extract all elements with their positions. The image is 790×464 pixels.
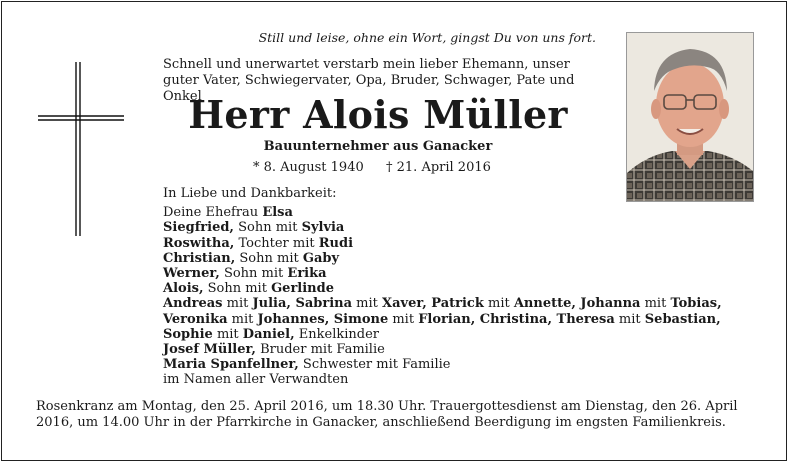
mourner-relation: Bruder mit Familie xyxy=(255,342,385,358)
mourner-name: Annette, Johanna xyxy=(513,296,641,312)
mourner-relation: Sohn mit xyxy=(219,266,288,282)
mourner-name: Tobias, xyxy=(670,296,722,312)
mourner-name: Gerlinde xyxy=(271,281,334,297)
mourner-line xyxy=(163,281,703,296)
mourner-relation: Tochter mit xyxy=(234,235,319,251)
mourner-relation: mit xyxy=(227,311,258,327)
mourner-line xyxy=(163,251,703,266)
cross-icon xyxy=(36,60,126,236)
mourner-name: Roswitha, xyxy=(163,235,235,251)
deceased-name: Herr Alois Müller xyxy=(188,92,568,137)
mourner-relation: mit xyxy=(388,311,419,327)
mourner-name: Erika xyxy=(287,266,327,282)
death-date: † 21. April 2016 xyxy=(386,160,491,175)
mourner-name: Sylvia xyxy=(301,220,345,236)
mourner-relation: Sohn mit xyxy=(203,281,272,297)
mourner-line xyxy=(163,236,703,251)
mourner-name: Johannes, Simone xyxy=(257,311,389,327)
mourner-relation: Deine Ehefrau xyxy=(163,205,263,221)
mourner-name: Maria Spanfellner, xyxy=(163,357,299,373)
mourner-relation: Enkelkinder xyxy=(294,326,379,342)
mourner-line xyxy=(163,205,703,220)
mourner-line xyxy=(163,220,703,235)
mourner-name: Werner, xyxy=(163,266,220,282)
mourner-relation: Sohn mit xyxy=(233,220,302,236)
mourner-line xyxy=(163,266,703,281)
mourner-name: Sophie xyxy=(163,326,213,342)
mourner-line xyxy=(163,296,722,312)
mourner-line xyxy=(163,357,703,372)
mourner-line xyxy=(163,372,703,387)
mourner-relation: Sohn mit xyxy=(235,250,303,266)
mourner-name: Andreas xyxy=(163,296,223,312)
service-info: Rosenkranz am Montag, den 25. April 2016, um 18.30 Uhr. Trauergottesdienst am Dienstag, den 26. April 2016, um 14.00 Uhr in der Pfarrkirche in Ganacker, anschließend Beerdigung im engsten Familienkreis. xyxy=(36,399,738,430)
mourner-name: Siegfried, xyxy=(163,220,234,236)
mourner-name: Elsa xyxy=(262,205,293,221)
mourner-relation: mit xyxy=(614,311,645,327)
mourner-line xyxy=(163,327,703,342)
mourner-name: Alois, xyxy=(163,281,204,297)
motto: Still und leise, ohne ein Wort, gingst Du von uns fort. xyxy=(258,30,596,45)
mourner-relation: mit xyxy=(212,326,243,342)
intro-text: Schnell und unerwartet verstarb mein lieber Ehemann, unser guter Vater, Schwiegervater, Opa, Bruder, Schwager, Pate und Onkel xyxy=(163,57,575,104)
birth-date: * 8. August 1940 xyxy=(253,160,364,175)
mourner-name: Sebastian, xyxy=(644,311,721,327)
mourners-list xyxy=(163,205,722,388)
mourner-name: Daniel, xyxy=(242,326,295,342)
mourner-name: Florian, Christina, Theresa xyxy=(418,311,615,327)
mourner-relation: mit xyxy=(222,296,253,312)
mourner-name: Julia, Sabrina xyxy=(252,296,353,312)
mourner-name: Veronika xyxy=(163,311,228,327)
portrait-photo xyxy=(626,32,754,202)
deceased-profession: Bauunternehmer aus Ganacker xyxy=(263,139,493,154)
mourners-block xyxy=(163,186,722,388)
mourner-name: Josef Müller, xyxy=(163,342,256,358)
mourner-line xyxy=(163,311,721,327)
mourner-relation: mit xyxy=(352,296,382,312)
mourner-name: Rudi xyxy=(318,235,354,251)
portrait-illustration xyxy=(627,33,753,201)
mourner-relation: im Namen aller Verwandten xyxy=(163,372,349,388)
mourner-relation: mit xyxy=(640,296,671,312)
mourners-heading: In Liebe und Dankbarkeit: xyxy=(163,186,337,201)
mourner-name: Christian, xyxy=(163,250,236,266)
mourner-name: Xaver, Patrick xyxy=(382,296,484,312)
mourner-name: Gaby xyxy=(302,250,340,266)
mourner-relation: mit xyxy=(483,296,514,312)
mourner-relation: Schwester mit Familie xyxy=(298,357,451,373)
mourner-line xyxy=(163,342,703,357)
